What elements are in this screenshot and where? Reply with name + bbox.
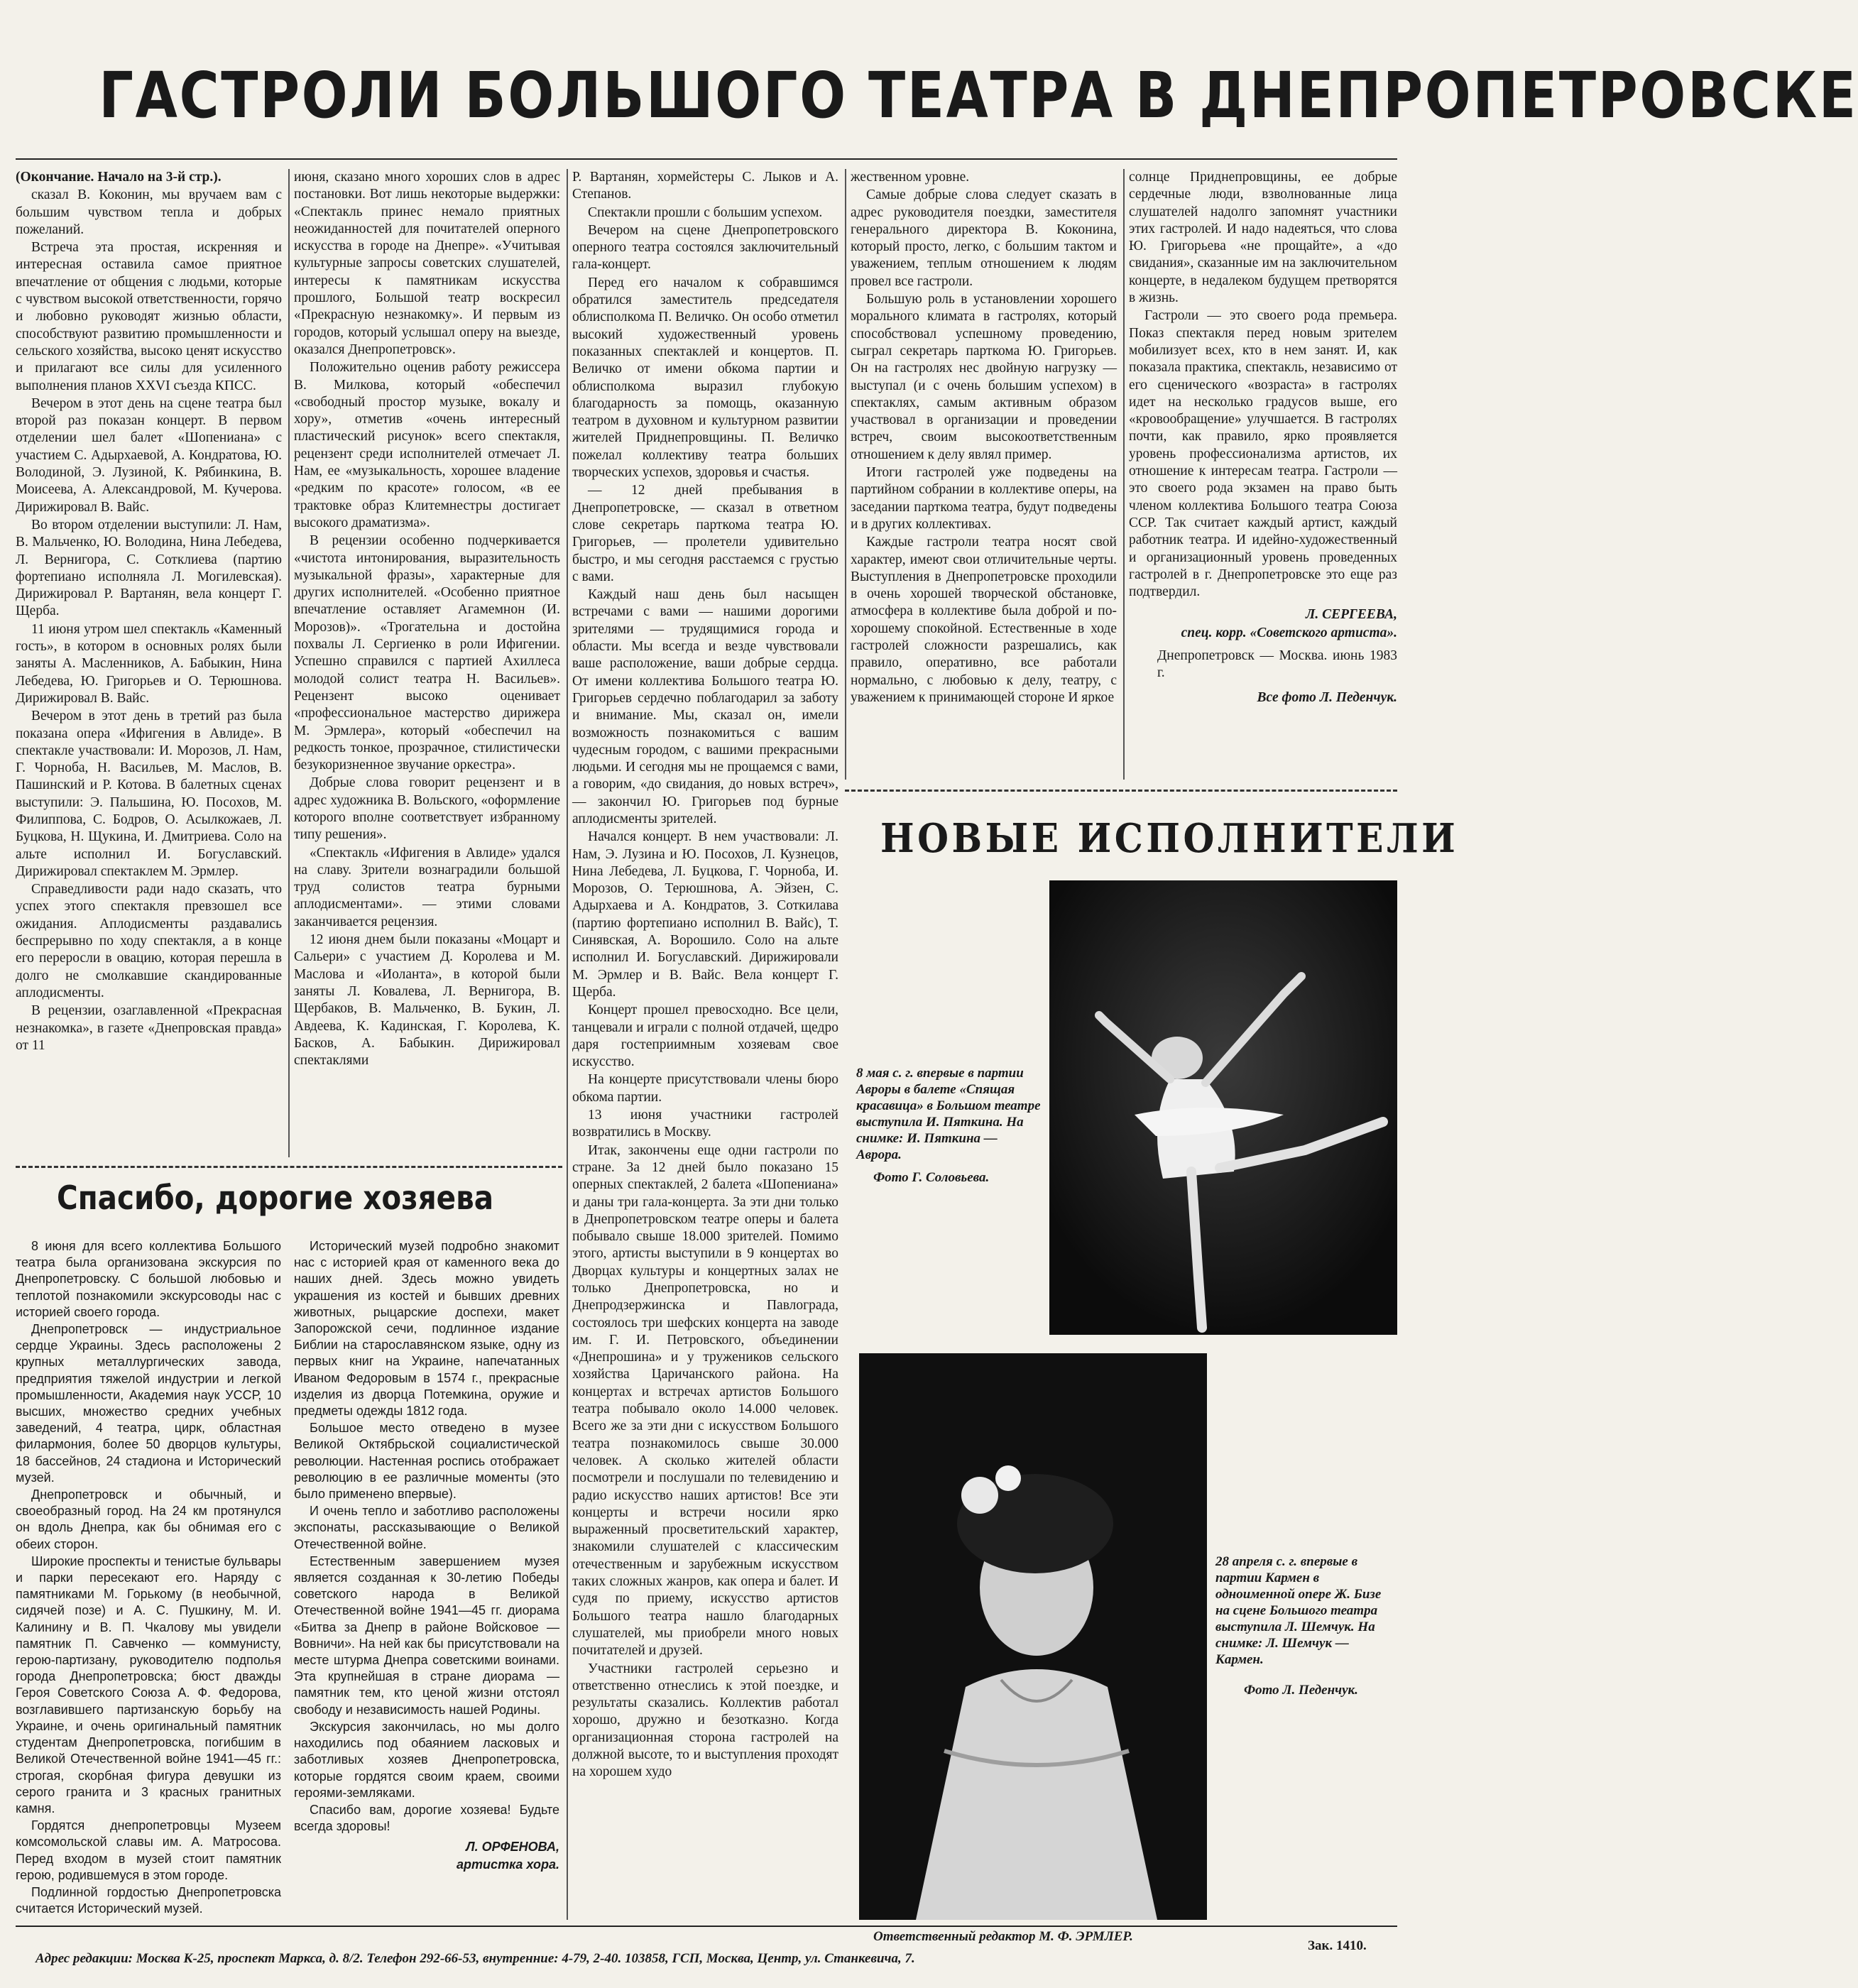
article-headline: ГАСТРОЛИ БОЛЬШОГО ТЕАТРА В ДНЕПРОПЕТРОВСКЕ	[99, 58, 1858, 132]
main-paragraph: «Спектакль «Ифигения в Авлиде» удался на славу. Зрители вознаградили большой труд солистов театра бурными аплодисментами». — этими словами заканчивается рецензия.	[294, 845, 560, 929]
new-performers-title: НОВЫЕ ИСПОЛНИТЕЛИ	[880, 815, 1459, 862]
thanks-paragraph: Экскурсия закончилась, но мы долго находились под обаянием ласковых и заботливых хозяев Днепропетровска, которые гордятся своим краем, своими героями-земляками.	[294, 1719, 559, 1800]
ballet-photo	[1049, 880, 1397, 1335]
main-paragraph: 11 июня утром шел спектакль «Каменный гость», в котором в основных ролях были заняты А. Масленников, А. Бабыкин, Нина Лебедева, Ю. Григорьев и О. Терюшнова. Дирижировал В. Вайс.	[16, 621, 282, 706]
main-paragraph: Во втором отделении выступили: Л. Нам, В. Мальченко, Ю. Володина, Нина Лебедева, Л. Вернигора, С. Сотклиева (партию фортепиано исполняла Л. Могилевская). Дирижировал Р. Вартанян, вела концерт Г. Щерба.	[16, 517, 282, 619]
thanks-position: артистка хора.	[457, 1857, 559, 1872]
main-column-5	[1129, 169, 1397, 780]
ballerina-figure-icon	[1049, 880, 1397, 1335]
thanks-paragraph: И очень тепло и заботливо расположены экспонаты, рассказывающие о Великой Отечественной войне.	[294, 1504, 559, 1551]
thanks-signature: Л. ОРФЕНОВА,	[466, 1840, 559, 1855]
main-paragraph: Вечером в этот день в третий раз была показана опера «Ифигения в Авлиде». В спектакле участвовали: И. Морозов, Л. Нам, Г. Чорноба, Н. Васильев, М. Маслов, В. Пашинский и Р. Котова. В балетных сценах выступили: Э. Пальшина, Ю. Посохов, М. Филиппова, С. Бодров, О. Асылкожаев, Л. Буцкова, Н. Щукина, И. Дмитриева. Соло на альте исполнил И. Богуславский. Дирижировал спектаклем М. Эрмлер.	[16, 709, 282, 879]
main-paragraph: Большую роль в установлении хорошего морального климата в гастролях, который способствовал успешному проведению, сыграл секретарь парткома Ю. Григорьев. Он на гастролях нес двойную нагрузку — выступал (и с очень большим успехом) в спектаклях, самым активным образом участвовал в организации и проведении встреч, своим высокоответственным отношением к делу являл пример.	[851, 292, 1117, 462]
carmen-photo	[859, 1353, 1207, 1920]
main-paragraph: Вечером на сцене Днепропетровского оперного театра состоялся заключительный гала-концерт.	[572, 222, 838, 273]
singer-portrait-icon	[859, 1353, 1207, 1920]
main-paragraph: Положительно оценив работу режиссера В. Милкова, который «обеспечил «свободный простор музыке, вокалу и хору», отметив «очень интересный пластический рисунок» всего спектакля, рецензент среди исполнителей отмечает Л. Нам, ее «музыкальность, хорошее владение «редким по красоте» голосом, «в ее трактовке образ Клитемнестры достигает высокого драматизма».	[294, 360, 560, 530]
main-paragraph: жественном уровне.	[851, 170, 970, 185]
photo-credit-all: Все фото Л. Педенчук.	[1257, 689, 1397, 705]
thanks-title: Спасибо, дорогие хозяева	[57, 1179, 494, 1217]
carmen-photo-credit: Фото Л. Педенчук.	[1244, 1683, 1358, 1698]
main-paragraph: Начался концерт. В нем участвовали: Л. Нам, Э. Лузина и Ю. Посохов, Л. Кузнецов, Нина Лебедева, Л. Буцкова, Г. Чорноба, И. Морозов, О. Терюшнова, А. Эйзен, С. Адырхаева и А. Кондратов, З. Соткилава (партию фортепиано исполнил В. Вайс), Т. Синявская, А. Ворошило. Соло на альте исполнил И. Богуславский. Дирижировали М. Эрмлер и В. Вайс. Вела концерт Г. Щерба.	[572, 829, 838, 1000]
main-paragraph: Р. Вартанян, хормейстеры С. Лыков и А. Степанов.	[572, 170, 838, 202]
main-paragraph: 12 июня днем были показаны «Моцарт и Сальери» с участием Д. Королева и М. Маслова и «Иоланта», в которой были заняты Л. Ковалева, Л. Вернигора, В. Щербаков, В. Мальченко, В. Букин, Л. Авдеева, К. Кадинская, Г. Королева, К. Басков, А. Бабыкин. Дирижировал спектаклями	[294, 932, 560, 1069]
main-paragraph: Самые добрые слова следует сказать в адрес руководителя поездки, заместителя генерального директора В. Коконина, который просто, легко, с большим тактом и уважением, теплым отношением к людям провел все гастроли.	[851, 187, 1117, 289]
main-paragraph: Участники гастролей серьезно и ответственно отнеслись к этой поездке, и результаты сказались. Коллектив работал хорошо, дружно и безотказно. Когда организационная сторона гастролей на должной высоте, то и выступления проходят на хорошем худо	[572, 1661, 838, 1780]
thanks-paragraph: Широкие проспекты и тенистые бульвары и парки пересекают его. Наряду с памятниками М. Горькому (в необычной, сидячей позе) и А. С. Пушкину, М. И. Калинину и В. П. Чкалову мы увидели памятник П. Савченко — коммунисту, герою-партизану, руководителю подполья города Днепропетровска; бюст дважды Героя Советского Союза А. Ф. Федорова, возглавившего партизанскую борьбу на Украине, и очень оригинальный памятник студентам Днепропетровска, погибшим в Великой Отечественной войне 1941—45 гг.: строгая, скорбная фигура девушки из серого гранита и 3 красных гранитных камня.	[16, 1553, 281, 1815]
main-paragraph: Каждые гастроли театра носят свой характер, имеют свои отличительные черты. Выступления в Днепропетровске проходили в очень хорошей творческой обстановке, атмосфера в коллективе была доброй и по-хорошему спокойной. Естественные в ходе гастролей сложности разрешались, как правило, оперативно, все работали нормально, с любовью к делу, театру, с уважением к принимающей стороне И яркое	[851, 535, 1117, 705]
ballet-caption: 8 мая с. г. впервые в партии Авроры в балете «Спящая красавица» в Большом театре выступила И. Пяткина. На снимке: И. Пяткина — Аврора.	[856, 1066, 1041, 1162]
main-paragraph: солнце Приднепровщины, ее добрые сердечные люди, взволнованные лица слушателей надолго запомнят участники этих гастролей. И надо надеяться, что слова Ю. Григорьева «не прощайте», а «до свидания», сказанные им на заключительном концерте, в недалеком будущем претворятся в жизнь.	[1129, 170, 1397, 306]
main-column-1	[16, 169, 282, 1157]
place-date: Днепропетровск — Москва. июнь 1983 г.	[1157, 648, 1397, 681]
thanks-paragraph: Днепропетровск и обычный, и своеобразный город. На 24 км протянулся он вдоль Днепра, как бы обнимая его с обеих сторон.	[16, 1487, 281, 1551]
main-paragraph: Перед его началом к собравшимся обратился заместитель председателя облисполкома П. Величко. Он особо отметил высокий художественный уровень показанных спектаклей и концертов. П. Величко от имени обкома партии и облисполкома выразил глубокую благодарность за помощь, оказанную театром в духовном и культурном развитии жителей Приднепровщины. П. Величко пожелал коллективу театра больших творческих успехов, здоровья и счастья.	[572, 275, 838, 481]
thanks-paragraph: Гордятся днепропетровцы Музеем комсомольской славы им. А. Матросова. Перед входом в музей стоит памятник герою, родившемуся в этом городе.	[16, 1818, 281, 1882]
main-column-2	[294, 169, 560, 1157]
section-divider	[16, 1166, 562, 1168]
carmen-caption: 28 апреля с. г. впервые в партии Кармен в одноименной опере Ж. Бизе на сцене Большого театра выступила Л. Шемчук. На снимке: Л. Шемчук — Кармен.	[1215, 1554, 1382, 1667]
thanks-paragraph: 8 июня для всего коллектива Большого театра была организована экскурсия по Днепропетровску. С большой любовью и теплотой познакомили экскурсоводы нас с историей своего города.	[16, 1239, 281, 1319]
column-divider	[567, 169, 568, 1920]
column-divider	[1123, 169, 1125, 780]
column-divider	[288, 169, 290, 1157]
main-paragraph: Спектакли прошли с большим успехом.	[588, 204, 823, 220]
continuation-note: (Окончание. Начало на 3-й стр.).	[16, 170, 222, 185]
thanks-paragraph: Большое место отведено в музее Великой Октябрьской социалистической революции. Настенная роспись отображает революцию в ее различные моменты (это было применено впервые).	[294, 1421, 559, 1502]
main-paragraph: В рецензии особенно подчеркивается «чистота интонирования, выразительность музыкальной фразы», характерные для других исполнителей. «Особенно приятное впечатление оставляет Агамемнон (И. Морозов)». «Трогательна и достойна похвалы Л. Сергиенко в роли Ифигении. Успешно справился с партией Ахиллеса молодой солист театра Н. Васильев». Рецензент высоко оценивает «профессиональное мастерство дирижера М. Эрмлера», который «обеспечил на редкость тонкое, прозрачное, стилистически безукоризненное звучание оркестра».	[294, 533, 560, 773]
main-column-4	[851, 169, 1117, 780]
responsible-editor: Ответственный редактор М. Ф. ЭРМЛЕР.	[873, 1929, 1133, 1944]
main-paragraph: июня, сказано много хороших слов в адрес постановки. Вот лишь некоторые выдержки: «Спектакль принес немало приятных неожиданностей для почитателей оперного искусства в городе на Днепре». «Учитывая культурные запросы советских слушателей, интересы к памятникам искусства прошлого, Большой театр воскресил «Прекрасную незнакомку». И первым из городов, который услышал оперу на выезде, оказался Днепропетровск».	[294, 170, 560, 357]
ballet-photo-credit: Фото Г. Соловьева.	[873, 1170, 990, 1185]
main-paragraph: Добрые слова говорит рецензент и в адрес художника В. Вольского, «оформление которого вполне соответствует избранному типу решения».	[294, 775, 560, 843]
main-paragraph: В рецензии, озаглавленной «Прекрасная незнакомка», в газете «Днепровская правда» от 11	[16, 1003, 282, 1053]
section-divider	[845, 790, 1397, 792]
footer-rule	[16, 1926, 1397, 1927]
thanks-column-1	[16, 1238, 281, 1920]
main-column-3	[572, 169, 838, 1920]
thanks-paragraph: Исторический музей подробно знакомит нас с историей края от каменного века до наших дней. Здесь можно увидеть украшения из костей и бывших древних животных, рыцарские доспехи, макет Запорожской сечи, подлинное издание Библии на старославянском языке, одну из первых книг на Украине, напечатанных Иваном Федоровым в 1574 г., прекрасные изделия из дворца Потемкина, оружие и предметы одежды 1812 года.	[294, 1239, 559, 1419]
main-paragraph: Концерт прошел превосходно. Все цели, танцевали и играли с полной отдачей, щедро даря гостеприимным хозяевам свое искусство.	[572, 1003, 838, 1070]
column-divider	[845, 169, 846, 780]
editorial-address: Адрес редакции: Москва К-25, проспект Маркса, д. 8/2. Телефон 292-66-53, внутренние: 4-79, 2-40. 103858, ГСП, Москва, Центр, ул. Станкевича, 7.	[35, 1951, 915, 1966]
thanks-paragraph: Подлинной гордостью Днепропетровска считается Исторический музей.	[16, 1884, 281, 1916]
order-number: Зак. 1410.	[1308, 1938, 1367, 1953]
thanks-paragraph: Естественным завершением музея является созданная к 30-летию Победы советского народа в Великой Отечественной войне 1941—45 гг. диорама «Битва за Днепр в районе Войсковое — Вовничи». На ней как бы присутствовали на месте штурма Днепра советскими воинами. Эта крупнейшая в стране диорама — памятник тем, кто ценой жизни отстоял свободу и независимость нашей Родины.	[294, 1553, 559, 1717]
main-paragraph: Вечером в этот день на сцене театра был второй раз показан концерт. В первом отделении шел балет «Шопениана» с участием С. Адырхаевой, А. Кондратова, Ю. Володиной, Э. Лузиной, К. Рябинкина, В. Моисеева, А. Александровой, М. Кучерова. Дирижировал В. Вайс.	[16, 395, 282, 515]
main-paragraph: — 12 дней пребывания в Днепропетровске, — сказал в ответном слове секретарь парткома театра Ю. Григорьев, — пролетели удивительно быстро, и мы сегодня расстаемся с грустью с вами.	[572, 483, 838, 584]
main-paragraph: Встреча эта простая, искренняя и интересная оставила самое приятное впечатление от общения с людьми, которые с чувством высокой ответственности, горячо и любовно руководят жизнью области, способствуют развитию промышленности и сельского хозяйства, высоко ценят искусство и прилагают все силы для усиленного выполнения планов XXVI съезда КПСС.	[16, 240, 282, 393]
headline-rule	[16, 158, 1397, 160]
main-paragraph: Итак, закончены еще одни гастроли по стране. За 12 дней было показано 15 оперных спектаклей, 2 балета «Шопениана» и даны три гала-концерта. За эти дни только в Днепропетровском театре оперы и балета побывало свыше 18.000 зрителей. Помимо этого, артисты выступили в 9 концертах во Дворцах культуры и концертных залах не только Днепропетровска, но и Днепродзержинска и Павлограда, состоялось три шефских концерта на заводе им. Г. И. Петровского, объединении «Днепрошина» и у тружеников сельского хозяйства Царичанского района. На концертах и встречах артистов Большого театра побывало около 14.000 человек. Всего же за эти дни с искусством Большого театра познакомилось свыше 30.000 человек. А сколько жителей области посмотрели и послушали по телевидению и радио искусство наших артистов! Все эти концерты и встречи носили ярко выраженный просветительский характер, знакомили слушателей с классическим отечественным и зарубежным искусством таких сложных жанров, как опера и балет. И судя по приему, искусство артистов Большого театра нашло благодарных слушателей, мы приобрели много новых почитателей и друзей.	[572, 1142, 838, 1659]
main-paragraph: Каждый наш день был насыщен встречами с вами — нашими дорогими зрителями — трудящимися города и области. Мы всегда и везде чувствовали ваше расположение, ваши добрые сердца. От имени коллектива Большого театра Ю. Григорьев сердечно поблагодарил за заботу и внимание. Мы, сказал он, имели возможность познакомиться с вашим чудесным городом, с вашими прекрасными людьми. И сегодня мы не прощаемся с вами, а говорим, «до свидания, до новых встреч», — закончил Ю. Григорьев под бурные аплодисменты зрителей.	[572, 587, 838, 826]
author-signature: Л. СЕРГЕЕВА,	[1306, 607, 1397, 623]
author-position: спец. корр. «Советского артиста».	[1181, 625, 1397, 640]
thanks-paragraph: Спасибо вам, дорогие хозяева! Будьте всегда здоровы!	[294, 1802, 559, 1834]
main-paragraph: Гастроли — это своего рода премьера. Показ спектакля перед новым зрителем мобилизует всех, кто в нем занят. И, как показала практика, спектакль, независимо от его сценического «возраста» в гастролях идет на несколько градусов выше, его «кровообращение» улучшается. В гастролях почти, как правило, ярко проявляется уровень профессионализма артистов, их отношение к интересам театра. Гастроли — это своего рода экзамен на право быть членом коллектива Большого театра Союза ССР. Так считает каждый артист, каждый работник театра. И идейно-художественный и организационный уровень проведенных гастролей в г. Днепропетровске это еще раз подтвердил.	[1129, 308, 1397, 600]
main-paragraph: Справедливости ради надо сказать, что успех этого спектакля превзошел все ожидания. Аплодисменты раздавались беспрерывно по ходу спектакля, а в конце его переросли в овацию, которая перешла в долго не смолкавшие скандированные аплодисменты.	[16, 882, 282, 1000]
main-paragraph: На концерте присутствовали члены бюро обкома партии.	[572, 1072, 838, 1105]
main-paragraph: Итоги гастролей уже подведены на партийном собрании в коллективе оперы, на заседании парткома театра, будут подведены и в других коллективах.	[851, 465, 1117, 532]
main-paragraph: сказал В. Коконин, мы вручаем вам с большим чувством тепла и добрых пожеланий.	[16, 187, 282, 237]
main-paragraph: 13 июня участники гастролей возвратились в Москву.	[572, 1108, 838, 1140]
thanks-column-2	[294, 1238, 559, 1920]
thanks-paragraph: Днепропетровск — индустриальное сердце Украины. Здесь расположены 2 крупных металлургических завода, предприятия тяжелой индустрии и легкой промышленности, Академия наук УССР, 10 высших, множество средних учебных заведений, 4 театра, цирк, областная филармония, более 50 дворцов культуры, 18 бассейнов, 24 стадиона и Исторический музей.	[16, 1322, 281, 1485]
